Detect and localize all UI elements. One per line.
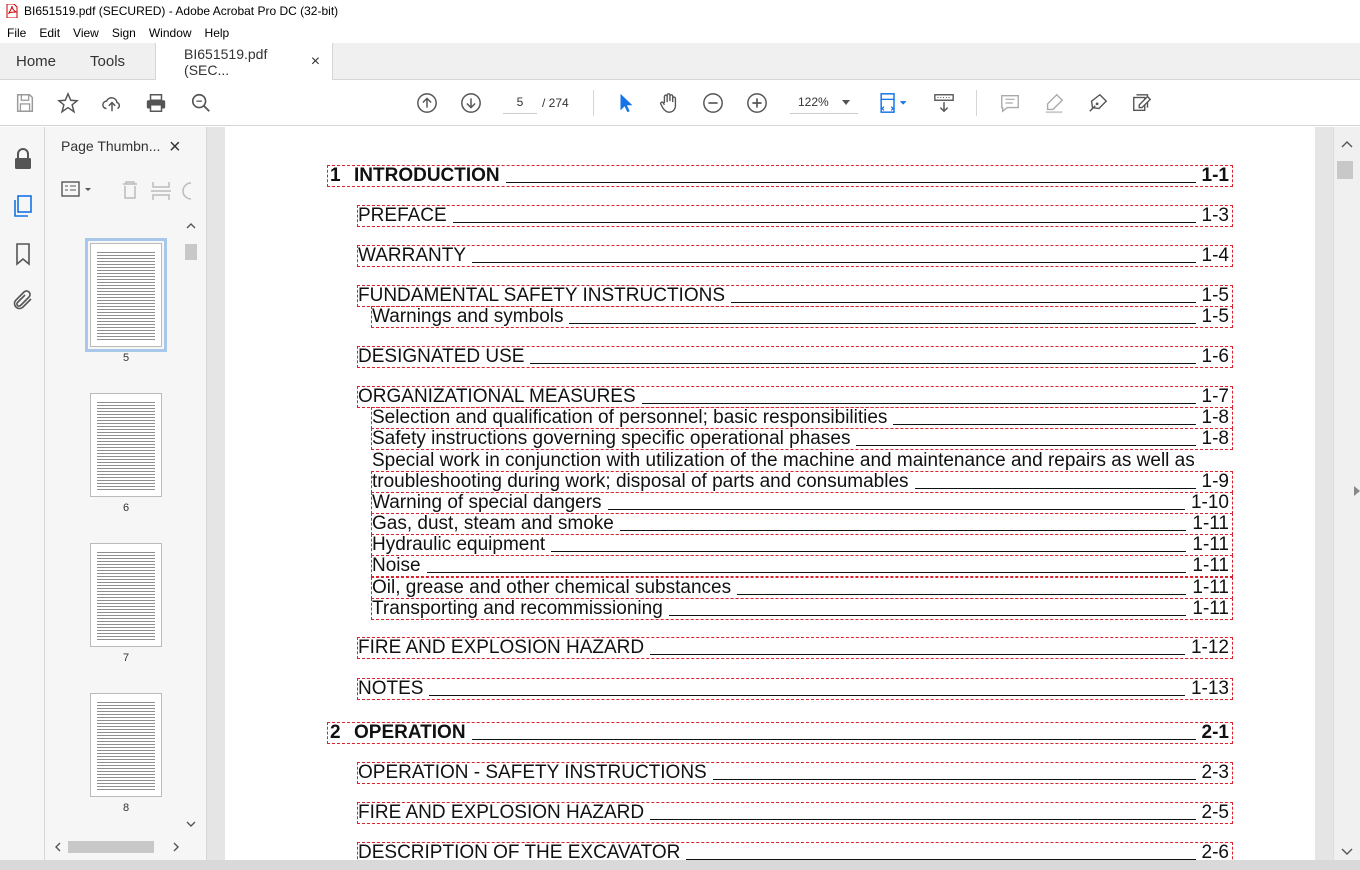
toc-chapter-number: 2: [330, 722, 341, 743]
select-pointer-icon[interactable]: [614, 91, 638, 115]
thumbnail-label: 5: [122, 352, 130, 364]
lock-icon[interactable]: [11, 147, 35, 171]
toc-title: Warnings and symbols: [372, 306, 564, 327]
toc-entry[interactable]: [357, 637, 1233, 659]
toc-page: 1-13: [1190, 678, 1229, 699]
toc-page: 2-5: [1201, 802, 1229, 823]
toc-page: 1-4: [1201, 245, 1229, 266]
toc-entry[interactable]: [371, 513, 1233, 535]
thumbnail-label: 7: [122, 652, 130, 664]
delete-page-icon[interactable]: [123, 182, 137, 198]
toc-entry[interactable]: [327, 722, 1233, 744]
thumbnail-hscrollbar[interactable]: [52, 838, 184, 856]
toc-page: 1-10: [1190, 492, 1229, 513]
title-bar: [0, 0, 1360, 22]
toc-title: INTRODUCTION: [354, 165, 500, 186]
toc-title: FIRE AND EXPLOSION HAZARD: [358, 637, 645, 658]
panel-title: Page Thumbn...: [61, 138, 161, 154]
search-icon[interactable]: [189, 91, 213, 115]
toc-title: Hydraulic equipment: [372, 534, 546, 555]
toc-title: Oil, grease and other chemical substances: [372, 577, 732, 598]
menu-bar: [0, 22, 1360, 43]
toolbar: [0, 80, 1360, 126]
zoom-select[interactable]: [790, 90, 858, 114]
toc-page: 1-5: [1201, 306, 1229, 327]
taskbar: [0, 860, 1360, 870]
pdf-file-icon: [6, 4, 18, 18]
menu-file[interactable]: File: [7, 25, 27, 40]
toc-entry[interactable]: [357, 678, 1233, 700]
thumbnail-options-icon[interactable]: [62, 182, 91, 196]
zoom-value: 122%: [798, 94, 829, 109]
tab-home-label: Home: [16, 52, 57, 70]
toc-entry[interactable]: [371, 598, 1233, 620]
tab-document-label: BI651519.pdf (SEC...: [184, 45, 268, 78]
toc-page: 1-8: [1201, 407, 1229, 428]
tab-home[interactable]: [0, 43, 72, 79]
tab-bar: [0, 43, 1360, 80]
toc-page: 2-1: [1201, 722, 1229, 743]
toolbar-divider: [593, 90, 594, 116]
toc-title: FUNDAMENTAL SAFETY INSTRUCTIONS: [358, 285, 726, 306]
toc-page: 1-11: [1192, 534, 1229, 555]
toc-title: WARRANTY: [358, 245, 467, 266]
toc-page: 2-6: [1201, 842, 1229, 860]
toc-title: Warning of special dangers: [372, 492, 602, 513]
window-title: BI651519.pdf (SECURED) - Adobe Acrobat Pro DC (32-bit): [24, 4, 339, 18]
toc-title: OPERATION: [354, 722, 466, 743]
toolbar-divider: [976, 90, 977, 116]
zoom-out-icon[interactable]: [701, 91, 725, 115]
toc-page: 1-11: [1192, 513, 1229, 534]
toc-title: Special work in conjunction with utilization of the machine and maintenance and repairs as well as: [372, 450, 1195, 471]
toc-entry[interactable]: [357, 205, 1233, 227]
toc-page: 1-11: [1192, 555, 1229, 576]
page-total: / 274: [542, 96, 569, 110]
toc-entry[interactable]: [357, 285, 1233, 307]
chevron-down-icon: [842, 100, 850, 105]
toc-page: 1-12: [1190, 637, 1229, 658]
page-thumbnail[interactable]: [90, 543, 162, 647]
toc-entry[interactable]: [371, 534, 1233, 556]
toc-title: DESIGNATED USE: [358, 346, 525, 367]
toc-entry[interactable]: [357, 842, 1233, 860]
thumbnail-label: 6: [122, 502, 130, 514]
toc-page: 1-5: [1201, 285, 1229, 306]
menu-help[interactable]: Help: [204, 25, 230, 40]
tab-tools[interactable]: [72, 43, 141, 79]
toc-entry[interactable]: [371, 407, 1233, 429]
toc-entry[interactable]: [371, 492, 1233, 514]
bookmark-icon[interactable]: [11, 242, 35, 266]
toc-page: 1-7: [1201, 386, 1229, 407]
toc-entry[interactable]: [327, 165, 1233, 187]
pdf-page: [225, 127, 1315, 860]
bookmark-star-icon[interactable]: [56, 91, 80, 115]
toc-page: 1-1: [1201, 165, 1229, 186]
page-thumbnail[interactable]: [90, 693, 162, 797]
toc-page: 1-6: [1201, 346, 1229, 367]
toc-entry[interactable]: [357, 245, 1233, 267]
page-thumbnails-icon[interactable]: [11, 194, 35, 218]
toc-title: Gas, dust, steam and smoke: [372, 513, 614, 534]
toc-entry[interactable]: [371, 555, 1233, 577]
toc-page: 1-11: [1192, 598, 1229, 619]
thumbnail-label: 8: [122, 802, 130, 814]
toc-title: Noise: [372, 555, 421, 576]
toc-title: troubleshooting during work; disposal of parts and consumables: [372, 471, 909, 492]
toc-title: Transporting and recommissioning: [372, 598, 663, 619]
menu-window[interactable]: Window: [148, 25, 192, 40]
print-icon[interactable]: [144, 91, 168, 115]
menu-sign[interactable]: Sign: [111, 25, 136, 40]
toc-page: 1-11: [1192, 577, 1229, 598]
left-rail: [0, 127, 45, 860]
comment-icon[interactable]: [998, 91, 1022, 115]
toc-page: 1-8: [1201, 428, 1229, 449]
toc-title: ORGANIZATIONAL MEASURES: [358, 386, 636, 407]
toc-title: DESCRIPTION OF THE EXCAVATOR: [358, 842, 681, 860]
extract-page-icon[interactable]: [151, 182, 171, 200]
page-thumbnail[interactable]: [90, 243, 162, 347]
zoom-in-icon[interactable]: [745, 91, 769, 115]
toc-entry[interactable]: [371, 428, 1233, 450]
toc-title: FIRE AND EXPLOSION HAZARD: [358, 802, 645, 823]
toc-page: 1-9: [1201, 471, 1229, 492]
hand-tool-icon[interactable]: [657, 91, 681, 115]
toc-entry[interactable]: [371, 306, 1233, 328]
toc-chapter-number: 1: [330, 165, 341, 186]
next-page-icon[interactable]: [459, 91, 483, 115]
cloud-upload-icon[interactable]: [100, 91, 124, 115]
toc-entry[interactable]: [357, 802, 1233, 824]
tab-close-icon[interactable]: ×: [310, 52, 321, 70]
attachment-paperclip-icon[interactable]: [11, 288, 35, 312]
save-icon[interactable]: [13, 91, 37, 115]
toc-entry[interactable]: [357, 346, 1233, 368]
previous-page-icon[interactable]: [415, 91, 439, 115]
scroll-mode-icon[interactable]: [932, 91, 956, 115]
fill-sign-icon[interactable]: [1130, 91, 1154, 115]
toc-entry[interactable]: [371, 471, 1233, 493]
page-number-input[interactable]: [503, 90, 537, 114]
toc-title: OPERATION - SAFETY INSTRUCTIONS: [358, 762, 707, 783]
rotate-page-icon[interactable]: [183, 183, 191, 199]
toc-entry[interactable]: [357, 386, 1233, 408]
toc-title: Selection and qualification of personnel; basic responsibilities: [372, 407, 888, 428]
toc-title: NOTES: [358, 678, 424, 699]
toc-title: PREFACE: [358, 205, 447, 226]
page-thumbnail[interactable]: [90, 393, 162, 497]
toc-page: 2-3: [1201, 762, 1229, 783]
toc-page: 1-3: [1201, 205, 1229, 226]
toc-entry[interactable]: [371, 577, 1233, 599]
draw-signature-icon[interactable]: [1086, 91, 1110, 115]
highlight-pen-icon[interactable]: [1042, 91, 1066, 115]
tab-document[interactable]: [155, 43, 333, 81]
document-viewport[interactable]: [207, 127, 1333, 860]
expand-right-panel-icon[interactable]: [1354, 486, 1360, 496]
toc-title: Safety instructions governing specific operational phases: [372, 428, 851, 449]
panel-toolbar: [59, 177, 195, 205]
menu-view[interactable]: View: [73, 25, 99, 40]
toc-entry[interactable]: [357, 762, 1233, 784]
thumbnail-scrollbar[interactable]: [183, 220, 199, 830]
menu-edit[interactable]: Edit: [39, 25, 61, 40]
tab-tools-label: Tools: [90, 52, 126, 70]
panel-close-icon[interactable]: ×: [169, 136, 181, 158]
fit-page-icon[interactable]: [876, 91, 912, 115]
